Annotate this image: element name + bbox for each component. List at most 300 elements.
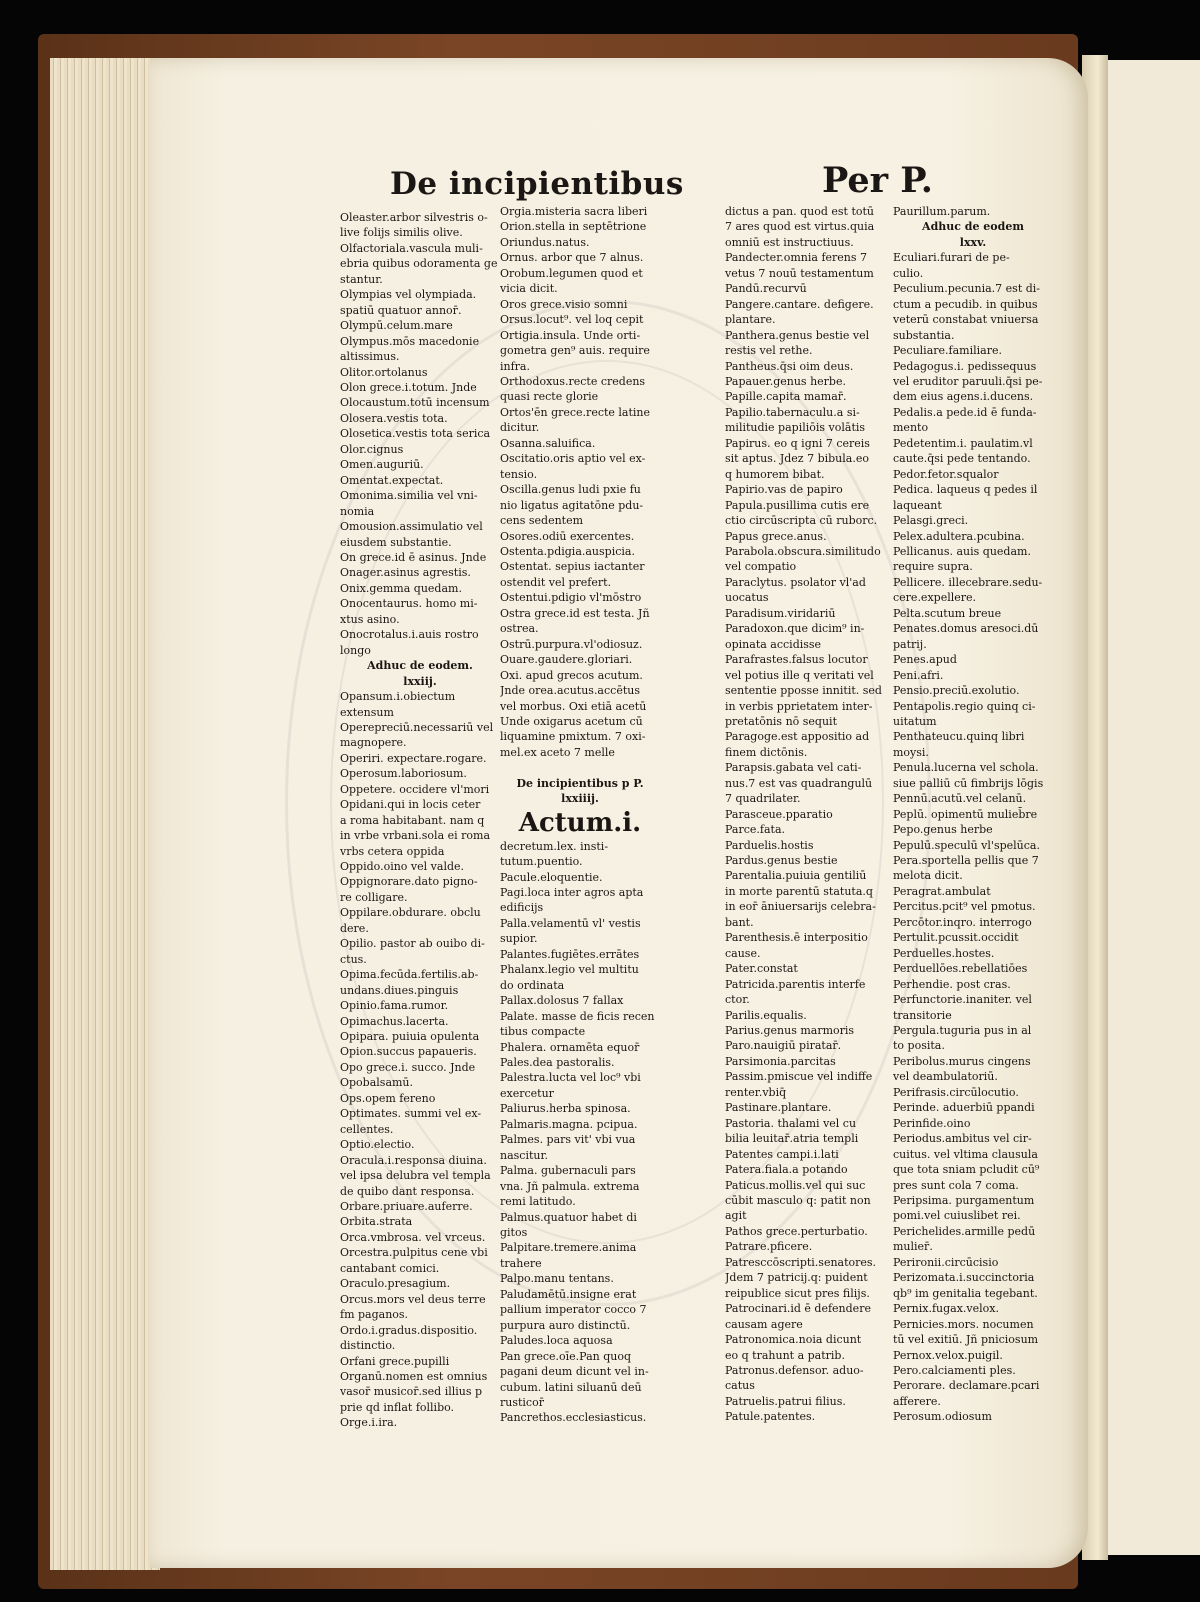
text-line: Palantes.fugiētes.errātes <box>500 947 640 961</box>
text-line: Olon grece.i.totum. Jnde <box>340 380 477 394</box>
text-line: Pellicanus. auis quedam. <box>893 544 1031 558</box>
text-line: Eculiari.furari de pe- <box>893 251 1010 265</box>
text-line: Penthateucu.quinq libri <box>893 730 1025 744</box>
text-line: dicitur. <box>500 421 540 435</box>
text-line: to posita. <box>893 1039 945 1053</box>
text-line: Opobalsamū. <box>340 1076 414 1090</box>
text-line: Orbita.strata <box>340 1215 413 1229</box>
text-line: cause. <box>725 946 761 960</box>
text-line: Phalanx.legio vel multitu <box>500 963 639 977</box>
text-line: fm paganos. <box>340 1308 409 1322</box>
text-line: bant. <box>725 915 754 929</box>
text-line: quasi recte glorie <box>500 390 599 404</box>
text-line: Phalera. ornamēta equor̄ <box>500 1040 640 1054</box>
text-line: Opilio. pastor ab ouibo di- <box>340 937 485 951</box>
text-line: Pandū.recurvū <box>725 282 807 296</box>
text-line: Papille.capita mamar̄. <box>725 390 847 404</box>
section-title: Actum.i. <box>518 807 642 838</box>
text-line: Ouare.gaudere.gloriari. <box>500 653 633 667</box>
text-line: militudie papiliōis volātis <box>725 421 866 435</box>
text-line: Oppido.oino vel valde. <box>340 860 465 874</box>
text-line: reipublice sicut pres filijs. <box>725 1286 870 1300</box>
text-line: supior. <box>500 932 538 946</box>
text-line: Opo grece.i. succo. Jnde <box>340 1060 476 1074</box>
text-line: nus.7 est vas quadrangulū <box>725 776 873 790</box>
text-line: decretum.lex. insti- <box>500 839 609 853</box>
text-line: Pater.constat <box>725 962 798 976</box>
text-line: Perfunctorie.inaniter. vel <box>893 993 1032 1007</box>
text-line: 7 ares quod est virtus.quia <box>725 220 875 234</box>
text-line: Orca.vmbrosa. vel vrceus. <box>340 1230 486 1244</box>
text-line: Pera.sportella pellis que 7 <box>893 854 1039 868</box>
text-line: tutum.puentio. <box>500 855 583 869</box>
text-line: Oracula.i.responsa diuina. <box>340 1153 487 1167</box>
text-line: Osanna.saluifica. <box>500 436 596 450</box>
text-line: do ordinata <box>500 978 565 992</box>
text-line: Adhuc de eodem. <box>367 659 473 673</box>
text-line: Jdem 7 patricij.q: puident <box>725 1271 868 1285</box>
text-line: Ostentui.pdigio vl'mōstro <box>500 591 642 605</box>
text-line: gitos <box>500 1226 528 1239</box>
text-line: extensum <box>340 705 394 719</box>
text-line: Perironii.circūcisio <box>893 1255 999 1269</box>
text-line: Orthodoxus.recte credens <box>500 374 646 388</box>
text-line: Ornus. arbor que 7 alnus. <box>500 251 644 265</box>
text-line: Palmaris.magna. pcipua. <box>500 1117 638 1131</box>
text-line: Omonima.similia vel vni- <box>340 489 478 503</box>
text-line: veterū constabat vniuersa <box>893 313 1039 327</box>
text-line: uocatus <box>725 591 769 605</box>
text-line: Opipara. puiuia opulenta <box>340 1030 480 1044</box>
text-line: Ordo.i.gradus.dispositio. <box>340 1323 478 1337</box>
text-line: Papirus. eo q igni 7 cereis <box>725 436 870 450</box>
text-line: qb⁹ im genitalia tegebant. <box>893 1286 1038 1300</box>
text-line: nio ligatus agitatōne pdu- <box>500 498 644 512</box>
text-line: Papilio.tabernaculu.a si- <box>725 405 860 419</box>
text-line: cens sedentem <box>500 514 584 528</box>
text-line: Olfactoriala.vascula muli- <box>340 241 483 255</box>
text-line: vel deambulatoriū. <box>893 1070 998 1084</box>
text-line: Oppignorare.dato pigno- <box>340 875 478 889</box>
text-line: cūbit masculo q: patit non <box>725 1194 871 1207</box>
text-line: Oxi. apud grecos acutum. <box>500 668 643 682</box>
text-line: q humorem bibat. <box>725 467 825 481</box>
text-line: Pertulit.pcussit.occidit <box>893 931 1019 945</box>
text-line: uitatum <box>893 714 937 728</box>
text-line: Peplū. opimentū mulieb̄re <box>893 807 1038 821</box>
text-line: Perifrasis.circūlocutio. <box>893 1085 1019 1099</box>
text-line: restis vel rethe. <box>725 344 813 358</box>
text-line: Pacule.eloquentie. <box>500 870 603 884</box>
text-line: xtus asino. <box>340 612 400 626</box>
text-line: culio. <box>893 266 924 280</box>
text-line: Pangere.cantare. defigere. <box>725 297 874 311</box>
text-line: re colligare. <box>340 890 408 904</box>
text-line: Opansum.i.obiectum <box>340 690 456 704</box>
text-line: vicia dicit. <box>500 282 558 296</box>
text-line: in eor̄ āniuersarijs celebra- <box>725 900 876 914</box>
text-line: pres sunt cola 7 coma. <box>893 1178 1019 1192</box>
text-line: Olympus.mōs macedonie <box>340 334 480 348</box>
text-line: Ops.opem fereno <box>340 1091 436 1105</box>
text-line: lxxiiij. <box>561 792 599 806</box>
text-line: dictus a pan. quod est totū <box>725 205 875 218</box>
text-line: Omen.auguriū. <box>340 458 424 472</box>
text-line: Parasceue.pparatio <box>725 807 833 821</box>
text-line: ostendit vel prefert. <box>500 575 612 589</box>
page-edges <box>50 58 160 1570</box>
text-line: Ortigia.insula. Unde orti- <box>500 328 641 342</box>
text-line: Olympias vel olympiada. <box>340 288 477 302</box>
text-line: vel ipsa delubra vel templa <box>340 1169 491 1183</box>
text-line: Parapsis.gabata vel cati- <box>725 761 862 775</box>
text-column-2 <box>500 204 660 1426</box>
text-line: cantabant comici. <box>340 1261 440 1275</box>
text-line: Patricida.parentis interfe <box>725 977 866 991</box>
text-line: Pantheus.q̄si oim deus. <box>725 359 854 373</box>
text-line: Parsimonia.parcitas <box>725 1054 836 1068</box>
text-line: Omousion.assimulatio vel <box>340 520 483 534</box>
text-line: Oraculo.presagium. <box>340 1277 451 1291</box>
text-line: sententie pposse innitit. sed <box>725 684 882 698</box>
text-line: Paradisum.viridariū <box>725 606 836 620</box>
text-line: vel compatio <box>725 560 797 574</box>
text-line: Ostra grece.id est testa. Jñ <box>500 606 650 620</box>
text-line: dem eius agens.i.ducens. <box>893 390 1034 404</box>
text-line: Pan grece.oīe.Pan quoq <box>500 1349 632 1363</box>
text-line: in vrbe vrbani.sola ei roma <box>340 829 491 843</box>
text-line: lxxv. <box>959 235 987 249</box>
text-line: vetus 7 nouū testamentum <box>725 266 874 280</box>
text-line: mulier̄. <box>893 1240 933 1254</box>
text-line: de quibo dant responsa. <box>340 1184 475 1198</box>
text-line: Patronus.defensor. aduo- <box>725 1363 864 1377</box>
text-line: Patronomica.noia dicunt <box>725 1333 862 1347</box>
text-line: Unde oxigarus acetum cū <box>500 714 643 728</box>
text-line: Pelex.adultera.pcubina. <box>893 529 1025 543</box>
text-line: afferere. <box>893 1394 941 1408</box>
text-line: trahere <box>500 1256 542 1270</box>
text-line: mel.ex aceto 7 melle <box>500 745 615 759</box>
text-line: Pedor.fetor.squalor <box>893 467 999 481</box>
text-line: Palmes. pars vit' vbi vua <box>500 1133 636 1147</box>
text-line: Opima.fecūda.fertilis.ab- <box>340 968 479 982</box>
text-line: ebria quibus odoramenta ge <box>340 257 498 271</box>
text-line: catus <box>725 1379 755 1393</box>
text-line: Organū.nomen est omnius <box>340 1369 488 1383</box>
facing-page <box>1108 60 1200 1555</box>
text-line: Parius.genus marmoris <box>725 1024 855 1038</box>
text-line: Paliurus.herba spinosa. <box>500 1102 631 1116</box>
text-line: Perorare. declamare.pcari <box>893 1379 1040 1393</box>
text-line: cellentes. <box>340 1122 394 1136</box>
text-line: edificijs <box>500 901 544 915</box>
text-line: moysi. <box>893 745 929 759</box>
text-line: Operiri. expectare.rogare. <box>340 751 487 765</box>
text-line: tū vel exitiū. Jñ pniciosum <box>893 1333 1039 1347</box>
text-line: Peculium.pecunia.7 est di- <box>893 282 1041 296</box>
text-line: Palate. masse de ficis recen <box>500 1009 655 1023</box>
text-line: Olitor.ortolanus <box>340 365 428 379</box>
text-line: Orion.stella in septētrione <box>500 220 647 234</box>
text-line: cubum. latini siluanū deū <box>500 1380 642 1394</box>
text-line: Perichelides.armille pedū <box>893 1224 1036 1238</box>
text-line: Pales.dea pastoralis. <box>500 1056 615 1070</box>
text-line: Pero.calciamenti ples. <box>893 1363 1016 1377</box>
text-line: Papauer.genus herbe. <box>725 374 846 388</box>
text-line: Pentapolis.regio quinq ci- <box>893 699 1036 713</box>
text-line: rusticor̄ <box>500 1395 544 1409</box>
running-head-left: De incipientibus <box>390 166 684 202</box>
text-line: Parenthesis.ē interpositio <box>725 931 868 945</box>
text-line: Pallax.dolosus 7 fallax <box>500 994 624 1008</box>
text-line: exercetur <box>500 1086 554 1100</box>
text-line: Pellicere. illecebrare.sedu- <box>893 575 1043 589</box>
text-line: Patrare.pficere. <box>725 1240 813 1254</box>
text-line: Opinio.fama.rumor. <box>340 999 449 1013</box>
text-line: Opion.succus papaueris. <box>340 1045 477 1059</box>
text-line: Onager.asinus agrestis. <box>340 566 471 580</box>
text-line: Oscitatio.oris aptio vel ex- <box>500 452 646 466</box>
text-line: eo q trahunt a patrib. <box>725 1348 845 1362</box>
text-line: Pardus.genus bestie <box>725 854 838 868</box>
text-line: Patresccōscripti.senatores. <box>725 1255 877 1269</box>
text-line: sit aptus. Jdez 7 bibula.eo <box>725 452 869 466</box>
text-line: Oppetere. occidere vl'mori <box>340 782 490 796</box>
text-line: Pensio.preciū.exolutio. <box>893 684 1020 698</box>
text-line: Orcus.mors vel deus terre <box>340 1292 486 1306</box>
text-line: bilia leuitar̄.atria templi <box>725 1132 859 1146</box>
text-line: Peni.afri. <box>893 668 944 682</box>
text-line: Optimates. summi vel ex- <box>340 1107 482 1121</box>
text-line: Pepulū.speculū vl'spelūca. <box>893 838 1040 852</box>
text-line: Palma. gubernaculi pars <box>500 1164 636 1178</box>
text-line: Papula.pusillima cutis ere <box>725 498 870 512</box>
text-line: Perinfide.oino <box>893 1116 971 1130</box>
text-line: live folijs similis olive. <box>340 226 463 240</box>
text-line: Patrocinari.id ē defendere <box>725 1302 871 1316</box>
text-line: caute.q̄si pede tentando. <box>893 452 1031 466</box>
text-line: vel eruditor paruuli.q̄si pe- <box>893 374 1043 388</box>
text-line: Patruelis.patrui filius. <box>725 1394 846 1408</box>
text-line: Paludamētū.insigne erat <box>500 1287 637 1301</box>
text-line: ostrea. <box>500 622 539 636</box>
text-line: Ostentat. sepius iactanter <box>500 560 645 574</box>
text-line: Patule.patentes. <box>725 1410 816 1424</box>
text-line: Jnde orea.acutus.accētus <box>500 684 640 698</box>
text-line: Oros grece.visio somni <box>500 297 628 311</box>
text-line: liquamine pmixtum. 7 oxi- <box>500 730 646 744</box>
text-line: undans.diues.pinguis <box>340 983 459 997</box>
text-line: plantare. <box>725 313 776 327</box>
text-line: Pedagogus.i. pedissequus <box>893 359 1037 373</box>
text-line: Omentat.expectat. <box>340 473 444 487</box>
text-line: Oriundus.natus. <box>500 235 590 249</box>
text-line: Olor.cignus <box>340 442 404 456</box>
text-line: cere.expellere. <box>893 591 977 605</box>
text-line: pomi.vel cuiuslibet rei. <box>893 1209 1021 1223</box>
running-head-right: Per P. <box>822 160 933 201</box>
text-line: Papus grece.anus. <box>725 529 827 543</box>
text-column-4 <box>893 204 1053 1425</box>
text-line: Pernox.velox.puigil. <box>893 1348 1003 1362</box>
text-line: Patentes campi.i.lati <box>725 1147 839 1161</box>
text-line: Penes.apud <box>893 653 957 667</box>
text-line: pagani deum dicunt vel in- <box>500 1365 649 1379</box>
text-line: Palmus.quatuor habet di <box>500 1210 637 1224</box>
text-line: Parduelis.hostis <box>725 838 814 852</box>
text-line: nomia <box>340 504 375 518</box>
text-line: Perhendie. post cras. <box>893 977 1011 991</box>
text-line: Orsus.locut⁹. vel loq cepit <box>500 313 644 327</box>
text-line: Pedica. laqueus q pedes il <box>893 483 1038 497</box>
text-line: Pedetentim.i. paulatim.vl <box>893 436 1033 450</box>
text-line: ctum a pecudib. in quibus <box>893 297 1038 311</box>
text-line: Pastinare.plantare. <box>725 1101 832 1115</box>
text-line: tibus compacte <box>500 1025 586 1039</box>
text-line: lxxiij. <box>403 674 437 688</box>
text-column-1 <box>340 210 500 1431</box>
text-line: De incipientibus p P. <box>516 776 644 790</box>
text-line: agit <box>725 1209 747 1223</box>
text-line: Olocaustum.totū incensum <box>340 396 490 410</box>
text-line: altissimus. <box>340 350 400 364</box>
text-line: Ostenta.pdigia.auspicia. <box>500 544 635 558</box>
text-line: vrbs cetera oppida <box>340 844 445 858</box>
text-line: Peribolus.murus cingens <box>893 1054 1031 1068</box>
text-line: Perduellōes.rebellatiōes <box>893 962 1028 976</box>
text-line: Parafrastes.falsus locutor <box>725 653 868 667</box>
text-line: Olympū.celum.mare <box>340 319 453 333</box>
text-line: Palla.velamentū vl' vestis <box>500 916 641 930</box>
text-line: Olosetica.vestis tota serica <box>340 427 491 441</box>
text-line: Paludes.loca aquosa <box>500 1334 613 1348</box>
text-line: On grece.id ē asinus. Jnde <box>340 550 487 564</box>
text-line: Operepreciū.necessariū vel <box>340 720 494 734</box>
text-line: Patera.fiala.a potando <box>725 1163 848 1177</box>
text-line: remi latitudo. <box>500 1195 576 1209</box>
text-line: mento <box>893 421 929 435</box>
text-line: a roma habitabant. nam q <box>340 813 485 827</box>
text-line: Operosum.laboriosum. <box>340 767 467 781</box>
text-line: omniū est instructiuus. <box>725 235 854 249</box>
text-line: pretatōnis nō sequit <box>725 714 837 728</box>
text-line: stantur. <box>340 272 383 286</box>
text-line: Passim.pmiscue vel indiffe <box>725 1070 873 1084</box>
text-line: in morte parentū statuta.q <box>725 884 873 898</box>
text-line: Palestra.lucta vel loc⁹ vbi <box>500 1071 641 1085</box>
text-line: Pennū.acutū.vel celanū. <box>893 792 1027 806</box>
text-line: vna. Jñ palmula. extrema <box>500 1179 640 1193</box>
text-line: Pastoria. thalami vel cu <box>725 1116 857 1130</box>
text-line: Paragoge.est appositio ad <box>725 730 870 744</box>
text-line: vasor̄ musicor̄.sed illius p <box>340 1385 483 1399</box>
text-line: opinata accidisse <box>725 637 822 651</box>
text-line: Panthera.genus bestie vel <box>725 328 870 342</box>
text-line: causam agere <box>725 1317 803 1331</box>
text-line: purpura auro distinctū. <box>500 1318 631 1332</box>
text-line: melota dicit. <box>893 869 963 883</box>
text-line: Pedalis.a pede.id ē funda- <box>893 405 1037 419</box>
text-line: in verbis pprietatem inter- <box>725 699 873 713</box>
text-line: Orobum.legumen quod et <box>500 266 643 280</box>
text-line: Penula.lucerna vel schola. <box>893 761 1039 775</box>
text-line: Ortos'ēn grece.recte latine <box>500 405 651 419</box>
text-line: ctor. <box>725 993 750 1007</box>
text-line: Paurillum.parum. <box>893 205 991 218</box>
text-line: Paraclytus. psolator vl'ad <box>725 575 866 589</box>
text-line: Percitus.pcit⁹ vel pmotus. <box>893 900 1036 914</box>
text-line: Ostrū.purpura.vl'odiosuz. <box>500 637 643 651</box>
text-line: Orbare.priuare.auferre. <box>340 1200 473 1213</box>
text-line: Pagi.loca inter agros apta <box>500 886 644 900</box>
text-line: Perinde. aduerbiū ppandi <box>893 1101 1035 1115</box>
text-line: infra. <box>500 359 530 373</box>
text-line: cuitus. vel vltima clausula <box>893 1147 1038 1161</box>
text-line: Parentalia.puiuia gentiliū <box>725 869 867 883</box>
text-line: Peragrat.ambulat <box>893 884 991 898</box>
text-line: Peculiare.familiare. <box>893 344 1002 358</box>
text-line: Pandecter.omnia ferens 7 <box>725 251 868 265</box>
text-line: Oscilla.genus ludi pxie fu <box>500 483 641 497</box>
text-line: Pelta.scutum breue <box>893 606 1002 620</box>
text-line: Penates.domus aresoci.dū <box>893 622 1039 636</box>
text-line: longo <box>340 643 371 657</box>
text-line: Periodus.ambitus vel cir- <box>893 1132 1032 1146</box>
text-line: Opidani.qui in locis ceter <box>340 798 481 812</box>
text-column-3 <box>725 204 885 1425</box>
text-line: Onocrotalus.i.auis rostro <box>340 628 479 642</box>
text-line: dere. <box>340 921 369 935</box>
text-line: finem dictōnis. <box>725 745 808 759</box>
text-line: spatiū quatuor annor̄. <box>340 303 462 317</box>
text-line: Adhuc de eodem <box>922 220 1024 234</box>
text-line: gometra gen⁹ auis. require <box>500 344 650 358</box>
text-line: Oppilare.obdurare. obclu <box>340 906 481 920</box>
text-line: Parilis.equalis. <box>725 1008 807 1022</box>
text-line: Orgia.misteria sacra liberi <box>500 205 648 218</box>
text-line: Pelasgi.greci. <box>893 514 969 528</box>
text-line: Pathos grece.perturbatio. <box>725 1224 868 1238</box>
text-line: vel potius ille q veritati vel <box>725 668 874 682</box>
text-line: Perosum.odiosum <box>893 1410 992 1424</box>
text-line: nascitur. <box>500 1148 549 1162</box>
text-line: Perduelles.hostes. <box>893 946 995 960</box>
text-line: vel morbus. Oxi etiā acetū <box>500 699 647 713</box>
text-line: patrij. <box>893 637 927 651</box>
text-line: Papirio.vas de papiro <box>725 483 843 497</box>
text-line: Pepo.genus herbe <box>893 823 993 837</box>
text-line: Pancrethos.ecclesiasticus. <box>500 1411 647 1425</box>
text-line: Orge.i.ira. <box>340 1416 398 1430</box>
text-line: renter.vbiq̄ <box>725 1085 787 1099</box>
text-line: 7 quadrilater. <box>725 792 801 806</box>
text-line: laqueant <box>893 498 942 512</box>
text-line: Parce.fata. <box>725 823 785 837</box>
text-line: Pernix.fugax.velox. <box>893 1302 999 1316</box>
text-line: transitorie <box>893 1008 952 1022</box>
text-line: Osores.odiū exercentes. <box>500 529 635 543</box>
text-line: Paro.nauigiū piratar̄. <box>725 1039 842 1053</box>
text-line: que tota sniam pcludit cū⁹ <box>893 1163 1040 1177</box>
text-line: Parabola.obscura.similitudo <box>725 544 881 558</box>
text-line: Paticus.mollis.vel qui suc <box>725 1178 866 1192</box>
text-line: ctio circūscripta cū ruborc. <box>725 514 878 528</box>
text-line: Pergula.tuguria pus in al <box>893 1024 1032 1038</box>
text-line: require supra. <box>893 560 973 574</box>
text-line: Optio.electio. <box>340 1138 415 1152</box>
text-line: ctus. <box>340 952 367 966</box>
